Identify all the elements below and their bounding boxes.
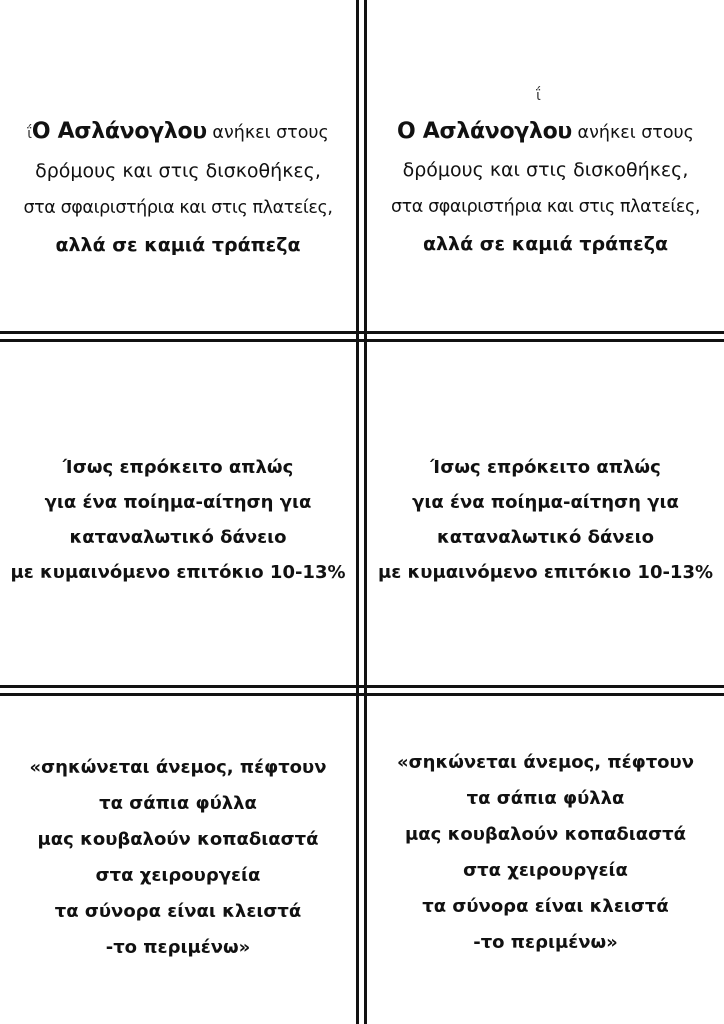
card-line	[23, 190, 332, 227]
card-bottom-right	[367, 745, 724, 961]
poet-name: Ο Ασλάνογλου	[397, 119, 572, 144]
card-line-text: αλλά σε καμιά τράπεζα	[55, 234, 301, 256]
card-line	[403, 152, 689, 189]
card-line: -το περιμένω»	[473, 932, 618, 953]
vertical-divider-left	[356, 0, 359, 1024]
card-line: με κυμαινόμενο επιτόκιο 10-13%	[10, 562, 346, 583]
card-line: Ίσως επρόκειτο απλώς	[62, 457, 294, 478]
card-line-text: δρόμους και στις δισκοθήκες,	[402, 159, 689, 181]
horizontal-divider-1b	[0, 339, 724, 342]
card-line-text: ανήκει στους	[571, 123, 694, 143]
card-line	[423, 226, 668, 263]
card-line: -το περιμένω»	[105, 937, 251, 958]
card-middle-left	[0, 450, 356, 590]
horizontal-divider-2a	[0, 685, 724, 688]
poet-name: Ο Ασλάνογλου	[31, 119, 207, 144]
card-line-text: στα σφαιριστήρια και στις πλατείες,	[23, 198, 333, 218]
card-line-text: ανήκει στους	[206, 123, 329, 143]
card-line: τα σάπια φύλλα	[466, 788, 625, 809]
card-middle-right	[367, 450, 724, 590]
card-line	[35, 153, 321, 190]
card-line: καταναλωτικό δάνειο	[69, 527, 287, 548]
card-line	[55, 227, 300, 264]
card-line	[391, 189, 700, 226]
card-line: Ίσως επρόκειτο απλώς	[430, 457, 661, 478]
card-line: καταναλωτικό δάνειο	[437, 527, 654, 548]
card-line: τα σάπια φύλλα	[99, 793, 257, 814]
stray-mark: ΐ	[536, 88, 541, 104]
card-line-text: δρόμους και στις δισκοθήκες,	[35, 160, 321, 182]
card-line	[397, 113, 694, 152]
horizontal-divider-1a	[0, 331, 724, 334]
card-line-text: στα σφαιριστήρια και στις πλατείες,	[390, 197, 701, 217]
card-line: μας κουβαλούν κοπαδιαστά	[405, 824, 686, 845]
card-top-left	[0, 113, 356, 264]
card-line: «σηκώνεται άνεμος, πέφτουν	[397, 752, 694, 773]
card-top-right	[367, 113, 724, 263]
card-line: μας κουβαλούν κοπαδιαστά	[37, 829, 319, 850]
card-line: για ένα ποίημα-αίτηση για	[412, 492, 679, 513]
card-line	[27, 113, 329, 153]
card-line: τα σύνορα είναι κλειστά	[422, 896, 669, 917]
card-line: «σηκώνεται άνεμος, πέφτουν	[29, 757, 327, 778]
card-line-text: αλλά σε καμιά τράπεζα	[422, 233, 669, 255]
card-line: τα σύνορα είναι κλειστά	[54, 901, 302, 922]
card-line: στα χειρουργεία	[463, 860, 628, 881]
card-line: με κυμαινόμενο επιτόκιο 10-13%	[377, 562, 714, 583]
card-line: στα χειρουργεία	[95, 865, 261, 886]
stray-mark: ΐ	[27, 126, 32, 142]
card-line: για ένα ποίημα-αίτηση για	[44, 492, 312, 513]
horizontal-divider-2b	[0, 693, 724, 696]
card-bottom-left	[0, 750, 356, 966]
